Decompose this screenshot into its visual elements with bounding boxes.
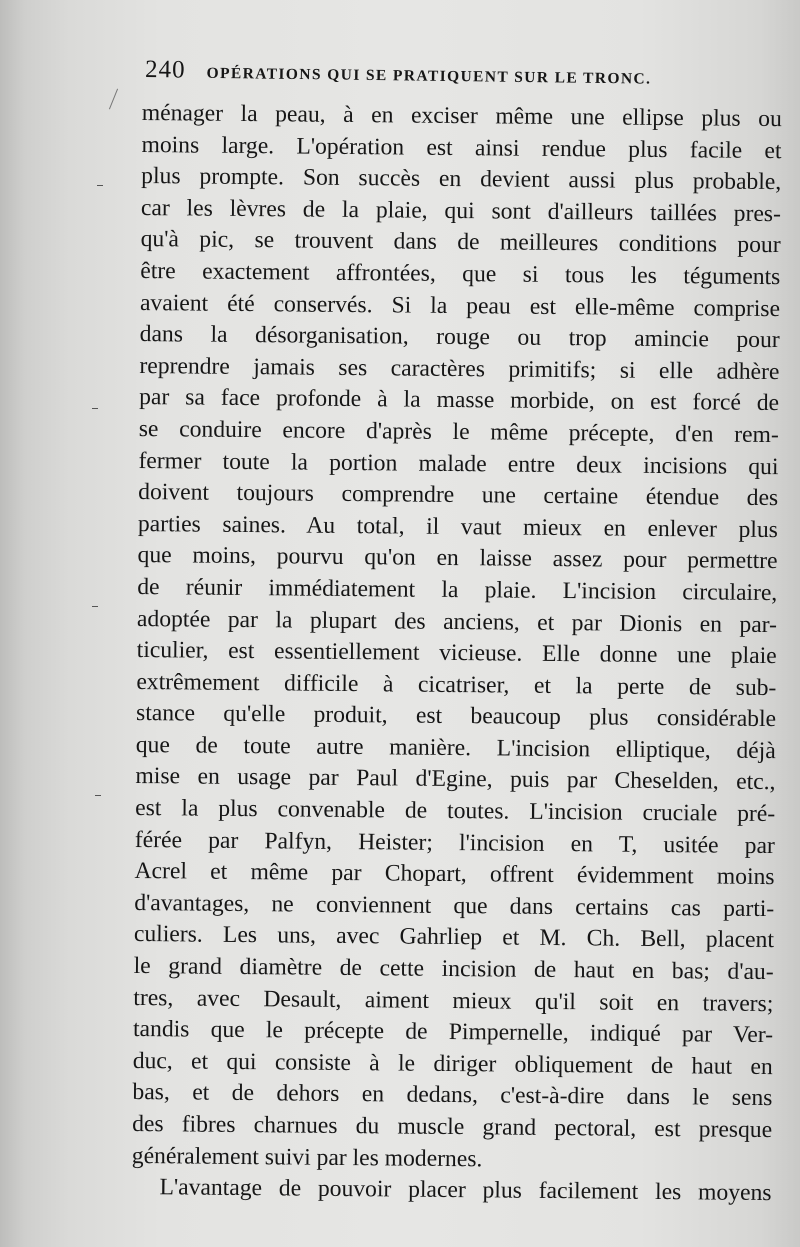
text-line: des fibres charnues du muscle grand pectoral, est presque [132, 1110, 773, 1144]
text-line: tres, avec Desault, aiment mieux qu'il soit en travers; [133, 984, 774, 1017]
margin-mark [92, 606, 98, 607]
text-line: culiers. Les uns, avec Gahrliep et M. Ch. Bell, placent [133, 921, 775, 954]
margin-mark [92, 408, 98, 409]
text-line: généralement suivi par les modernes. [131, 1142, 483, 1172]
margin-mark [95, 795, 101, 796]
text-line: car les lèvres de la plaie, qui sont d'ailleurs taillées pres- [140, 194, 782, 227]
text-line: d'avantages, ne conviennent que dans certains cas parti- [134, 889, 775, 922]
text-line: ticulier, est essentiellement vicieuse. Elle donne une plaie [136, 637, 777, 670]
text-line: parties saines. Au total, il vaut mieux en enlever plus [137, 510, 779, 543]
running-head: OPÉRATIONS QUI SE PRATIQUENT SUR LE TRONC. [206, 64, 652, 88]
text-line: que de toute autre manière. L'incision elliptique, déjà [135, 731, 776, 764]
text-line: fermer toute la portion malade entre deux incisions qui [138, 447, 779, 480]
margin-mark [97, 185, 103, 186]
text-line: se conduire encore d'après le même précepte, d'en rem- [138, 415, 779, 449]
text-line: ménager la peau, à en exciser même une ellipse plus ou [141, 99, 782, 133]
text-line: férée par Palfyn, Heister; l'incision en T, usitée par [134, 826, 775, 859]
text-line: Acrel et même par Chopart, offrent évidemment moins [134, 858, 775, 891]
text-line: dans la désorganisation, rouge ou trop amincie pour [139, 321, 780, 354]
text-line: stance qu'elle produit, est beaucoup plus considérable [135, 700, 777, 733]
text-line: de réunir immédiatement la plaie. L'incision circulaire, [137, 573, 778, 607]
text-line: doivent toujours comprendre une certaine étendue des [138, 479, 779, 512]
text-line: L'avantage de pouvoir placer plus facilement les moyens [159, 1174, 772, 1207]
text-line: est la plus convenable de toutes. L'incision cruciale pré- [135, 795, 776, 828]
text-line: reprendre jamais ses caractères primitifs; si elle adhère [139, 352, 780, 385]
text-line: avaient été conservés. Si la peau est elle-même comprise [139, 289, 781, 322]
page-header [145, 56, 775, 98]
text-line: plus prompte. Son succès en devient aussi plus probable, [141, 163, 782, 196]
text-line: mise en usage par Paul d'Egine, puis par Cheselden, etc., [135, 763, 776, 796]
text-line: le grand diamètre de cette incision de haut en bas; d'au- [133, 952, 774, 986]
text-line: tandis que le précepte de Pimpernelle, indiqué par Ver- [132, 1016, 774, 1049]
text-line: adoptée par la plupart des anciens, et par Dionis en par- [136, 605, 778, 638]
text-line: que moins, pourvu qu'on en laisse assez pour permettre [137, 542, 778, 575]
text-line: extrêmement difficile à cicatriser, et la perte de sub- [136, 668, 777, 701]
text-line: qu'à pic, se trouvent dans de meilleures conditions pour [140, 226, 781, 259]
body-text [131, 98, 782, 1234]
text-line: moins large. L'opération est ainsi rendue plus facile et [141, 131, 782, 164]
page-number: 240 [144, 56, 186, 84]
text-line: être exactement affrontées, que si tous les téguments [140, 257, 781, 291]
text-line: duc, et qui consiste à le diriger obliquement de haut en [132, 1047, 773, 1080]
text-line: bas, et de dehors en dedans, c'est-à-dire dans le sens [132, 1079, 773, 1112]
margin-mark [109, 89, 118, 110]
text-line: par sa face profonde à la masse morbide, on est forcé de [139, 384, 780, 417]
